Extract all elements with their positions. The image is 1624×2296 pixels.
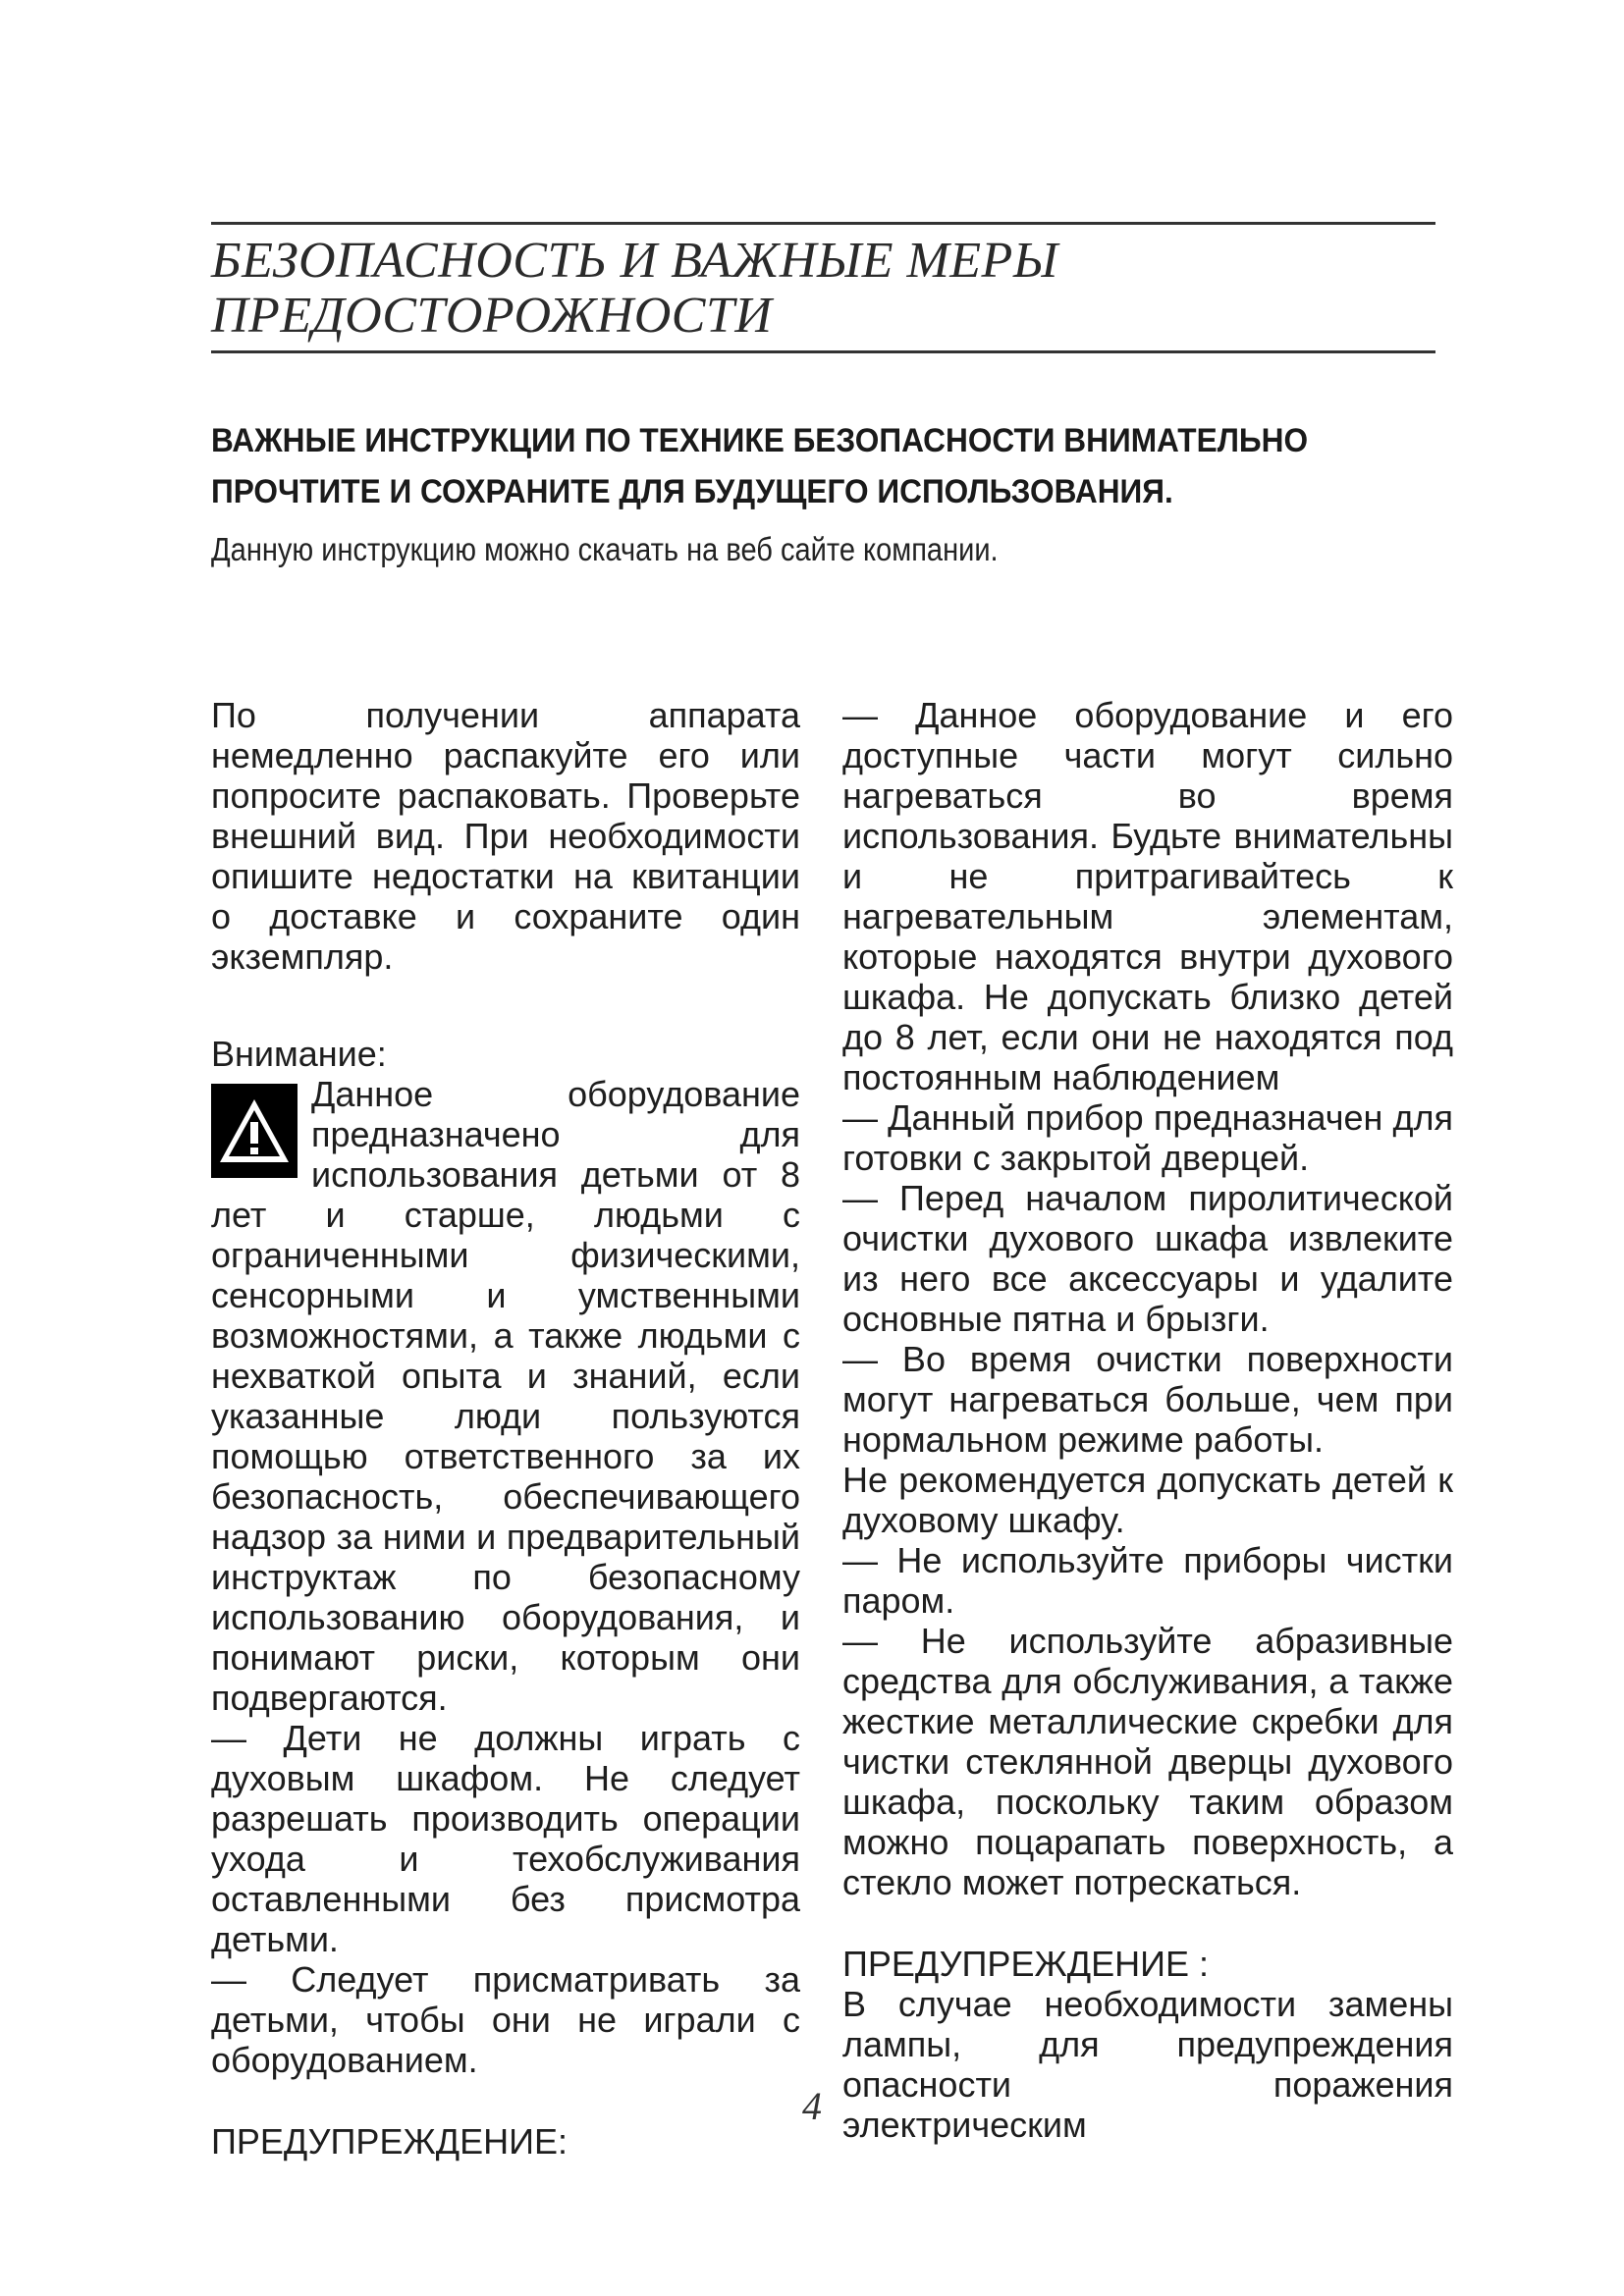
safety-heading-line-2: ПРОЧТИТЕ И СОХРАНИТЕ ДЛЯ БУДУЩЕГО ИСПОЛЬЗОВАНИЯ. — [211, 473, 1173, 510]
warning-triangle-icon — [211, 1084, 298, 1178]
page-title-line-2: ПРЕДОСТОРОЖНОСТИ — [211, 288, 773, 344]
supervise-paragraph: — Следует присматривать за детьми, чтобы они не играли с оборудованием. — [211, 1959, 800, 2080]
title-top-rule — [211, 222, 1435, 225]
hot-parts-paragraph: — Данное оборудование и его доступные части могут сильно нагреваться во время использования. Будьте внимательны и не притрагивайтесь к нагревательным элементам, которые находятся внутри духового шкафа. Не допускать близко детей до 8 лет, если они не находятся под постоянным наблюдением — [842, 695, 1453, 1097]
keep-children-away-paragraph: Не рекомендуется допускать детей к духовому шкафу. — [842, 1460, 1453, 1540]
children-warning-block — [211, 1074, 800, 1718]
no-steam-cleaning-paragraph: — Не используйте приборы чистки паром. — [842, 1540, 1453, 1621]
lamp-replacement-paragraph: В случае необходимости замены лампы, для предупреждения опасности поражения электрическим — [842, 1984, 1453, 2145]
surface-heat-paragraph: — Во время очистки поверхности могут нагреваться больше, чем при нормальном режиме работы. — [842, 1339, 1453, 1460]
no-play-paragraph: — Дети не должны играть с духовым шкафом. Не следует разрешать производить операции ухода и техобслуживания оставленными без присмотра детьми. — [211, 1718, 800, 1959]
right-warning-label: ПРЕДУПРЕЖДЕНИЕ : — [842, 1944, 1209, 1984]
left-warning-label: ПРЕДУПРЕЖДЕНИЕ: — [211, 2121, 568, 2162]
safety-instructions-heading — [211, 415, 1362, 517]
pyrolytic-cleaning-paragraph: — Перед началом пиролитической очистки духового шкафа извлеките из него все аксессуары и удалите основные пятна и брызги. — [842, 1178, 1453, 1339]
page-title-line-1: БЕЗОПАСНОСТЬ И ВАЖНЫЕ МЕРЫ — [211, 233, 1058, 289]
children-usage-paragraph: Данное оборудование предназначено для использования детьми от 8 лет и старше, людьми с ограниченными физическими, сенсорными и умственными возможностями, а также людьми с нехваткой опыта и знаний, если указанные люди пользуются помощью ответственного за их безопасность, обеспечивающего надзор за ними и предварительный инструктаж по безопасному использованию оборудования, и понимают риски, которым они подвергаются. — [211, 1074, 800, 1718]
page-title — [211, 234, 1058, 344]
attention-label: Внимание: — [211, 1034, 387, 1074]
unpack-paragraph: По получении аппарата немедленно распакуйте его или попросите распаковать. Проверьте внешний вид. При необходимости опишите недостатки на квитанции о доставке и сохраните один экземпляр. — [211, 695, 800, 977]
safety-heading-line-1: ВАЖНЫЕ ИНСТРУКЦИИ ПО ТЕХНИКЕ БЕЗОПАСНОСТИ ВНИМАТЕЛЬНО — [211, 422, 1309, 459]
abrasive-cleaners-paragraph: — Не используйте абразивные средства для обслуживания, а также жесткие металлические скребки для чистки стеклянной дверцы духового шкафа, поскольку таким образом можно поцарапать поверхность, а стекло может потрескаться. — [842, 1621, 1453, 1902]
title-bottom-rule — [211, 350, 1435, 353]
page-number: 4 — [802, 2084, 822, 2128]
closed-door-paragraph: — Данный прибор предназначен для готовки с закрытой дверцей. — [842, 1097, 1453, 1178]
right-column — [842, 695, 1453, 2145]
download-note: Данную инструкцию можно скачать на веб сайте компании. — [211, 531, 999, 567]
warning-triangle-glyph — [218, 1096, 291, 1165]
left-column — [211, 695, 800, 2162]
